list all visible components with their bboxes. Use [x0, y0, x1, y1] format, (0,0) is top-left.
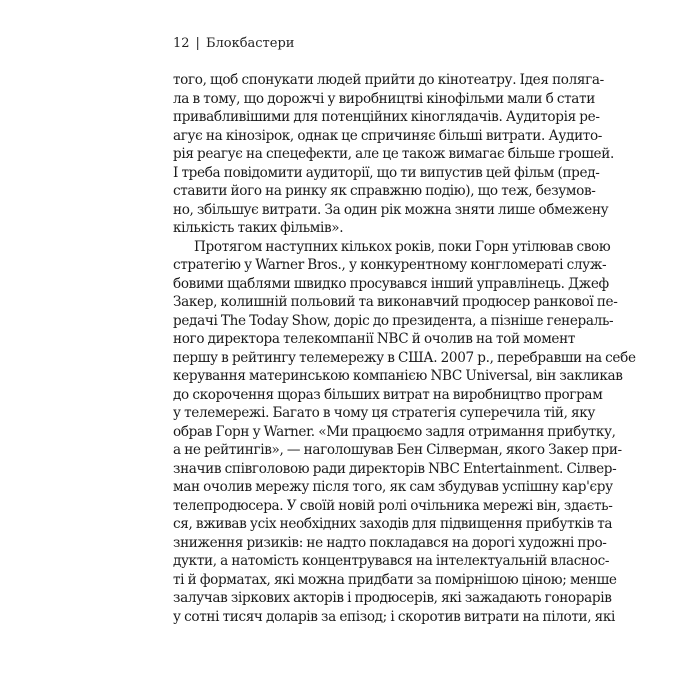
- text-line: у сотні тисяч доларів за епізод; і скоротив витрати на пілоти, які: [173, 608, 616, 625]
- text-line: керування материнською компанією NBC Universal, він закликав: [173, 368, 623, 384]
- text-line: ставити його на ринку як справжню подію), що теж, безумов-: [173, 183, 596, 199]
- text-line: обрав Горн у Warner. «Ми працюємо задля отримання прибутку,: [173, 423, 616, 440]
- text-line: значив співголовою ради директорів NBC Entertainment. Сілвер-: [173, 460, 617, 477]
- text-line: дукти, а натомість концентрувався на інтелектуальній власнос-: [173, 553, 610, 569]
- text-line: зниження ризиків: не надто покладався на дорогі художні про-: [173, 534, 607, 551]
- text-line: Закер, колишній польовий та виконавчий продюсер ранкової пе-: [173, 294, 618, 310]
- text-line: стратегію у Warner Bros., у конкурентному конгломераті служ-: [173, 257, 607, 273]
- text-line: но, збільшує витрати. За один рік можна зняти лише обмежену: [173, 201, 609, 218]
- paragraph-first-line: Протягом наступних кількох років, поки Горн утілював свою: [194, 238, 611, 255]
- text-line: того, щоб спонукати людей прийти до кінотеатру. Ідея поляга-: [173, 72, 604, 88]
- text-line: кількість таких фільмів».: [173, 220, 344, 236]
- text-line: І треба повідомити аудиторії, що ти випустив цей фільм (пред-: [173, 164, 600, 181]
- running-header: [173, 36, 294, 52]
- text-line: бовими щаблями швидко просувався інший управлінець. Джеф: [173, 275, 609, 292]
- text-line: до скорочення щораз більших витрат на виробництво програм: [173, 386, 603, 403]
- text-line: ного директора телекомпанії NBC й очолив на той момент: [173, 331, 576, 347]
- text-line: агує на кінозірок, однак це спричиняє більші витрати. Аудито-: [173, 127, 603, 144]
- text-line: першу в рейтингу телемережу в США. 2007 р., перебравши на себе: [173, 349, 636, 366]
- text-line: ся, вживав усіх необхідних заходів для підвищення прибутків та: [173, 516, 613, 532]
- text-line: рія реагує на спецефекти, але це також вимагає більше грошей.: [173, 146, 614, 162]
- body-text: [173, 71, 636, 626]
- book-title: Блокбастери: [205, 36, 295, 51]
- text-line: залучав зіркових акторів і продюсерів, які зажадають гонорарів: [173, 590, 612, 606]
- text-line: у телемережі. Багато в чому ця стратегія суперечила тій, яку: [173, 405, 596, 421]
- text-line: телепродюсера. У своїй новій ролі очільника мережі він, здаєть-: [173, 497, 613, 514]
- header-separator: |: [195, 36, 200, 51]
- text-line: редачі The Today Show, доріс до президента, а пізніше генераль-: [173, 312, 614, 329]
- text-line: ла в тому, що дорожчі у виробництві кінофільми мали б стати: [173, 90, 595, 107]
- text-line: ті й форматах, які можна придбати за помірнішою ціною; менше: [173, 571, 617, 588]
- text-line: а не рейтингів», — наголошував Бен Сілверман, якого Закер при-: [173, 442, 622, 458]
- page-number: 12: [173, 36, 190, 51]
- text-line: привабливішими для потенційних кіноглядачів. Аудиторія ре-: [173, 109, 600, 125]
- text-line: ман очолив мережу після того, як сам збудував успішну кар'єру: [173, 479, 613, 495]
